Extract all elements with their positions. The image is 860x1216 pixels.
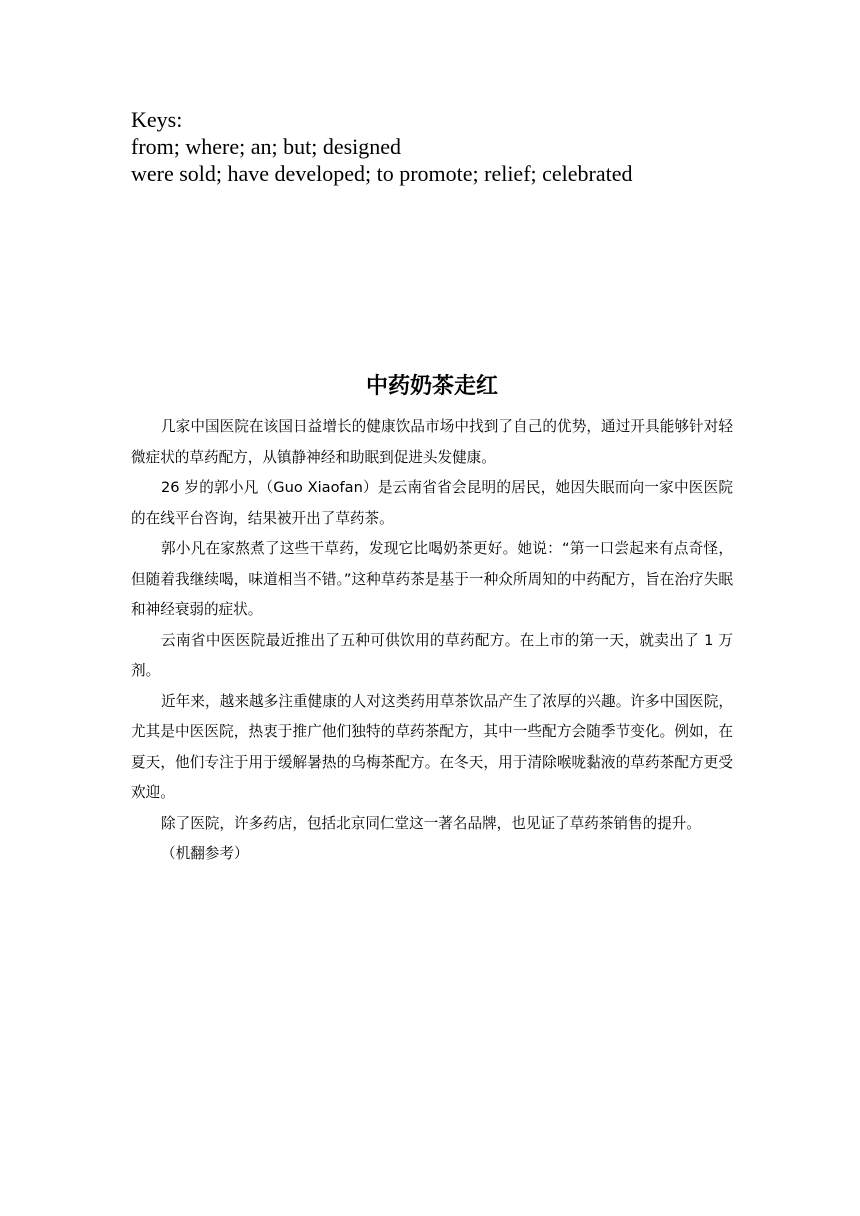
paragraph-1: 几家中国医院在该国日益增长的健康饮品市场中找到了自己的优势，通过开具能够针对轻微症状的草药配方，从镇静神经和助眠到促进头发健康。 <box>131 418 733 466</box>
paragraph-6: 除了医院，许多药店，包括北京同仁堂这一著名品牌，也见证了草药茶销售的提升。 <box>161 814 701 832</box>
keys-line-2: were sold; have developed; to promote; relief; celebrated <box>131 161 633 186</box>
keys-heading: Keys: <box>131 107 183 132</box>
paragraph-3: 郭小凡在家熬煮了这些干草药，发现它比喝奶茶更好。她说：“第一口尝起来有点奇怪，但随着我继续喝，味道相当不错。”这种草药茶是基于一种众所周知的中药配方，旨在治疗失眠和神经衰弱的症状。 <box>131 540 733 618</box>
article <box>131 372 733 870</box>
answer-keys <box>131 106 771 187</box>
article-title: 中药奶茶走红 <box>365 374 498 399</box>
keys-line-1: from; where; an; but; designed <box>131 134 402 159</box>
translation-note: （机翻参考） <box>161 845 249 862</box>
paragraph-4: 云南省中医医院最近推出了五种可供饮用的草药配方。在上市的第一天，就卖出了 1 万剂。 <box>131 631 733 679</box>
paragraph-2: 26 岁的郭小凡（Guo Xiaofan）是云南省省会昆明的居民，她因失眠而向一家中医医院的在线平台咨询，结果被开出了草药茶。 <box>131 479 733 527</box>
paragraph-5: 近年来，越来越多注重健康的人对这类药用草茶饮品产生了浓厚的兴趣。许多中国医院，尤其是中医医院，热衷于推广他们独特的草药茶配方，其中一些配方会随季节变化。例如，在夏天，他们专注于用于缓解暑热的乌梅茶配方。在冬天，用于清除喉咙黏液的草药茶配方更受欢迎。 <box>131 692 733 801</box>
